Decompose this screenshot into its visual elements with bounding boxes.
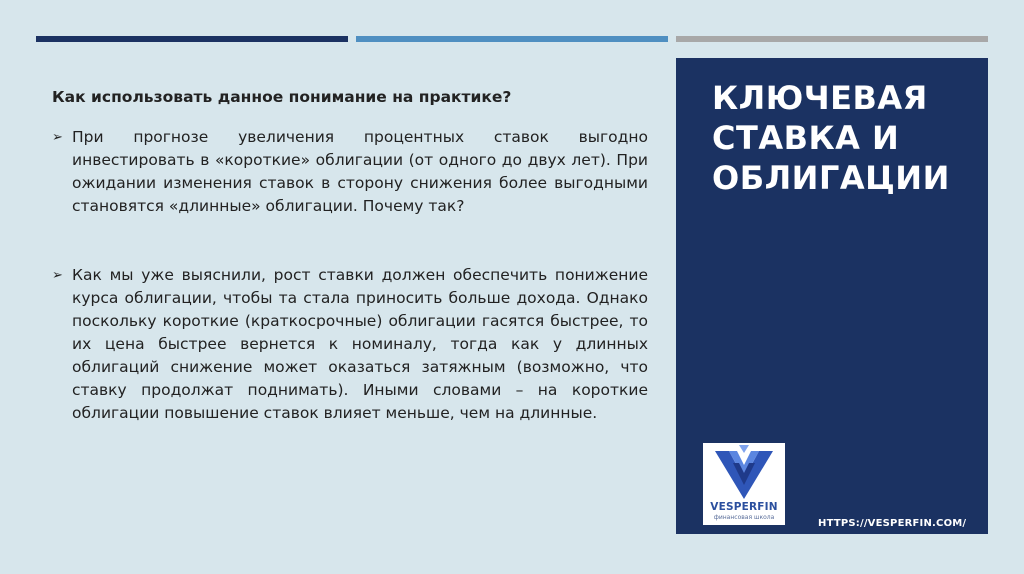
top-bar-gray [676, 36, 988, 42]
top-bar-blue [356, 36, 668, 42]
slide-content [52, 86, 648, 425]
bullet-item [52, 264, 648, 425]
bullet-text: При прогнозе увеличения процентных ставок выгодно инвестировать в «короткие» облигации (от одного до двух лет). При ожидании изменения ставок в сторону снижения более выгодными становятся «длинные» облигации. Почему так? [72, 128, 648, 215]
website-link[interactable]: HTTPS://VESPERFIN.COM/ [818, 518, 967, 529]
v-mark-icon [703, 443, 785, 503]
arrow-bullet-icon: ➢ [52, 268, 63, 283]
slide-question: Как использовать данное понимание на практике? [52, 88, 512, 106]
bullet-item [52, 126, 648, 218]
arrow-bullet-icon: ➢ [52, 130, 63, 145]
bullet-text: Как мы уже выяснили, рост ставки должен обеспечить понижение курса облигации, чтобы та стала приносить больше дохода. Однако поскольку короткие (краткосрочные) облигации гасятся быстрее, то их цена быстрее вернется к номиналу, тогда как у длинных облигаций снижение может оказаться затяжным (возможно, что ставку продолжат поднимать). Иными словами – на короткие облигации повышение ставок влияет меньше, чем на длинные. [72, 266, 648, 422]
title-panel [676, 58, 988, 534]
slide-title: КЛЮЧЕВАЯ СТАВКА И ОБЛИГАЦИИ [712, 79, 950, 197]
vesperfin-logo [703, 443, 785, 525]
top-bar-navy [36, 36, 348, 42]
logo-tagline: финансовая школа [713, 514, 775, 521]
logo-name: VESPERFIN [710, 501, 778, 513]
